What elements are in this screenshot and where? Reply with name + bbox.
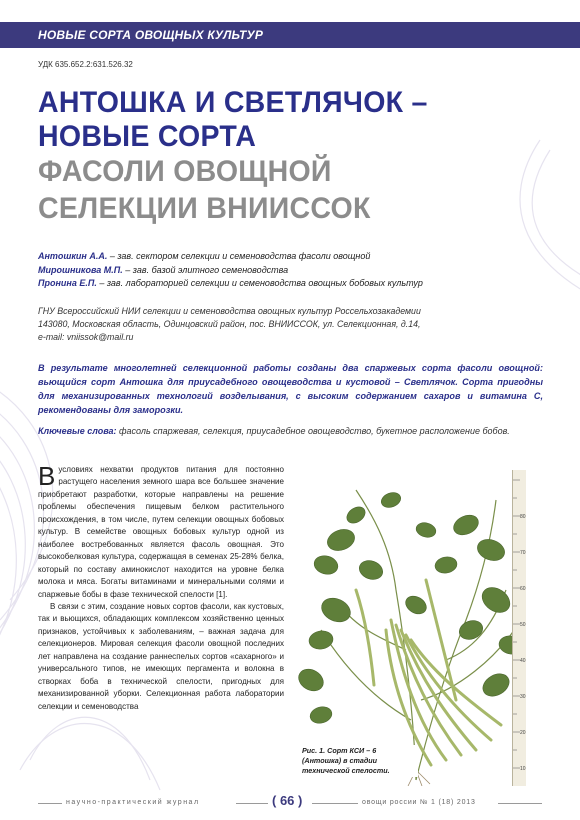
ruler-ticks	[513, 470, 527, 786]
ruler-label: 80	[520, 514, 526, 520]
ruler-label: 50	[520, 622, 526, 628]
author-name: Антошкин А.А.	[38, 251, 108, 261]
page-number: ( 66 )	[272, 793, 303, 808]
keywords-label: Ключевые слова:	[38, 426, 117, 436]
keywords	[38, 425, 543, 439]
title-line-4: СЕЛЕКЦИИ ВНИИССОК	[38, 192, 371, 225]
ruler-label: 20	[520, 730, 526, 736]
title-line-3: ФАСОЛИ ОВОЩНОЙ	[38, 155, 332, 188]
section-heading: НОВЫЕ СОРТА ОВОЩНЫХ КУЛЬТУР	[38, 28, 264, 42]
measuring-ruler	[512, 470, 526, 786]
footer-rule-right	[312, 803, 358, 804]
footer-rule-left-short	[38, 803, 62, 804]
figure-caption: Рис. 1. Сорт КСИ – 6 (Антошка) в стадии технической спелости.	[300, 745, 418, 777]
drop-cap: В	[38, 461, 56, 491]
body-text-column	[38, 461, 284, 713]
title-line-2: НОВЫЕ СОРТА	[38, 120, 257, 153]
author-name: Мирошникова М.П.	[38, 264, 123, 275]
institute-line: ГНУ Всероссийский НИИ селекции и семеноводства овощных культур Россельхозакадемии	[38, 306, 421, 316]
author-role: – зав. лабораторией селекции и семеноводства овощных бобовых культур	[96, 278, 423, 288]
author-role: – зав. сектором селекции и семеноводства фасоли овощной	[107, 251, 371, 261]
paragraph-text: условиях нехватки продуктов питания для постоянно растущего населения земного шара все большее значение приобретают разработки, которые направлены на решение проблемы обеспечения пищевым белком растительного происхождения, в том числе, путем селекции овощных бобовых культур. В семействе овощных бобовых культур одной из наиболее востребованных является фасоль овощная. Это высокобелковая культура, содержащая в семенах 25-28% белка, который по составу аминокислот находится на уровне белка молока и мяса. Богаты витаминами и минеральными солями и спаржевые бобы в фазе технической спелости [1].	[38, 465, 284, 599]
keywords-text: фасоль спаржевая, селекция, приусадебное овощеводство, букетное расположение бобов.	[116, 426, 510, 436]
title-line-1: АНТОШКА И СВЕТЛЯЧОК –	[38, 86, 428, 119]
author-role: – зав. базой элитного семеноводства	[122, 264, 289, 275]
author-line	[38, 250, 423, 264]
ruler-label: 40	[520, 658, 526, 664]
author-name: Пронина Е.П.	[38, 278, 97, 288]
footer-journal-type: научно-практический журнал	[66, 799, 200, 806]
ruler-label: 30	[520, 694, 526, 700]
body-paragraph	[38, 461, 284, 601]
institute-line: 143080, Московская область, Одинцовский район, пос. ВНИИССОК, ул. Селекционная, д.14,	[38, 319, 421, 329]
authors-block	[38, 250, 423, 291]
institute-block	[38, 305, 538, 344]
ruler-label: 70	[520, 550, 526, 556]
ruler-label: 10	[520, 766, 526, 772]
udk-code: УДК 635.652.2:631.526.32	[38, 60, 133, 69]
abstract: В результате многолетней селекционной работы созданы два спаржевых сорта фасоли овощной: вьющийся сорт Антошка для приусадебного овощеводства и кустовой – Светлячок. Сорта пригодны для механизированных технологий возделывания, с высоким содержанием сахаров и витамина С, рекомендованы для заморозки.	[38, 363, 543, 415]
author-line	[38, 264, 423, 278]
body-paragraph: В связи с этим, создание новых сортов фасоли, как кустовых, так и вьющихся, обладающих комплексом хозяйственно ценных признаков, устойчивых к заболеваниям, – важная задача для селекционеров. Мировая селекция фасоли овощной последних лет направлена на создание раннеспелых сортов «сахарного» и универсального типов, не имеющих пергамента и волокна в створках боба в технической спелости, пригодных для механизированной уборки. Селекционная работа лаборатории селекции и семеноводства	[38, 601, 284, 711]
institute-email: e-mail: vniissok@mail.ru	[38, 332, 134, 342]
footer-rule-left	[236, 803, 268, 804]
footer-journal-issue: овощи россии № 1 (18) 2013	[362, 799, 476, 806]
bean-pods	[356, 580, 501, 765]
ruler-label: 60	[520, 586, 526, 592]
footer-rule-right-short	[498, 803, 542, 804]
bean-plant-figure	[296, 470, 538, 786]
author-line	[38, 277, 423, 291]
